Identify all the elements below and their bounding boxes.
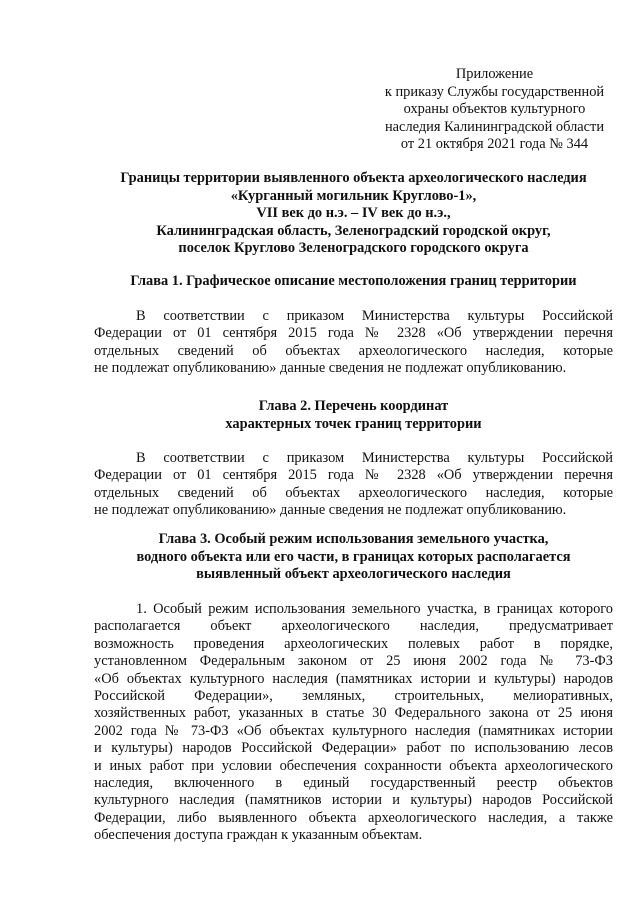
paragraph-line: В соответствии с приказом Министерства культуры Российской [136, 308, 613, 324]
paragraph-line: и иных работ при условии обеспечения сохранности объекта археологического [94, 757, 613, 774]
document-title [94, 170, 613, 258]
appendix-line: от 21 октября 2021 года № 344 [400, 136, 589, 153]
heading-line: выявленный объект археологического наследия [196, 566, 511, 582]
paragraph-line: возможность проведения археологических полевых работ в порядке, [94, 635, 613, 652]
chapter1-paragraph [94, 308, 613, 378]
title-line: Границы территории выявленного объекта археологического наследия [120, 170, 587, 186]
chapter3-paragraph [94, 601, 613, 845]
chapter2-paragraph [94, 450, 613, 520]
title-line: поселок Круглово Зеленоградского городского округа [178, 240, 529, 256]
heading-line: характерных точек границ территории [225, 415, 482, 432]
title-line: VII век до н.э. – IV век до н.э., [256, 205, 451, 221]
paragraph-line: отдельных сведений об объектах археологического наследия, которые [94, 484, 613, 501]
paragraph-line: «Об объектах культурного наследия (памятниках истории и культуры) народов [94, 670, 613, 687]
chapter2-heading [94, 398, 613, 433]
paragraph-line: располагается объект археологического наследия, предусматривает [94, 618, 613, 635]
appendix-line: Приложение [455, 66, 534, 82]
appendix-header [376, 66, 613, 154]
paragraph-line: отдельных сведений об объектах археологического наследия, которые [94, 342, 613, 359]
paragraph-line: не подлежат опубликованию» данные сведения не подлежат опубликованию. [94, 360, 567, 377]
appendix-line: наследия Калининградской области [384, 118, 605, 135]
paragraph-line: Федерации от 01 сентября 2015 года № 2328 «Об утверждении перечня [94, 325, 613, 342]
appendix-line: к приказу Службы государственной [384, 83, 605, 100]
paragraph-line: не подлежат опубликованию» данные сведения не подлежат опубликованию. [94, 502, 567, 519]
paragraph-line: 1. Особый режим использования земельного участка, в границах которого [136, 601, 613, 617]
chapter3-heading [94, 531, 613, 584]
chapter1-heading [94, 273, 613, 291]
heading-line: Глава 3. Особый режим использования земельного участка, [158, 531, 549, 547]
paragraph-line: 2002 года № 73-ФЗ «Об объектах культурного наследия (памятниках истории [94, 722, 613, 739]
heading-line: водного объекта или его части, в границах которых располагается [136, 548, 571, 565]
paragraph-line: Российской Федерации», земляных, строительных, мелиоративных, [94, 688, 613, 705]
paragraph-line: установленном Федеральным законом от 25 июня 2002 года № 73-ФЗ [94, 653, 613, 670]
title-line: «Курганный могильник Круглово-1», [230, 187, 477, 204]
paragraph-line: культурного наследия (памятников истории и культуры) народов Российской [94, 792, 613, 809]
paragraph-line: Федерации, либо выявленного объекта археологического наследия, а также [94, 809, 613, 826]
paragraph-line: В соответствии с приказом Министерства культуры Российской [136, 450, 613, 466]
paragraph-line: обеспечения доступа граждан к указанным объектам. [94, 827, 423, 844]
paragraph-line: Федерации от 01 сентября 2015 года № 2328 «Об утверждении перечня [94, 467, 613, 484]
paragraph-line: и культуры) народов Российской Федерации» работ по использованию лесов [94, 740, 613, 757]
heading-line: Глава 2. Перечень координат [258, 398, 449, 414]
title-line: Калининградская область, Зеленоградский городской округ, [156, 222, 551, 239]
appendix-line: охраны объектов культурного [403, 101, 586, 118]
heading-line: Глава 1. Графическое описание местоположения границ территории [130, 273, 577, 289]
paragraph-line: хозяйственных работ, указанных в статье 30 Федерального закона от 25 июня [94, 705, 613, 722]
paragraph-line: наследия, включенного в единый государственный реестр объектов [94, 775, 613, 792]
